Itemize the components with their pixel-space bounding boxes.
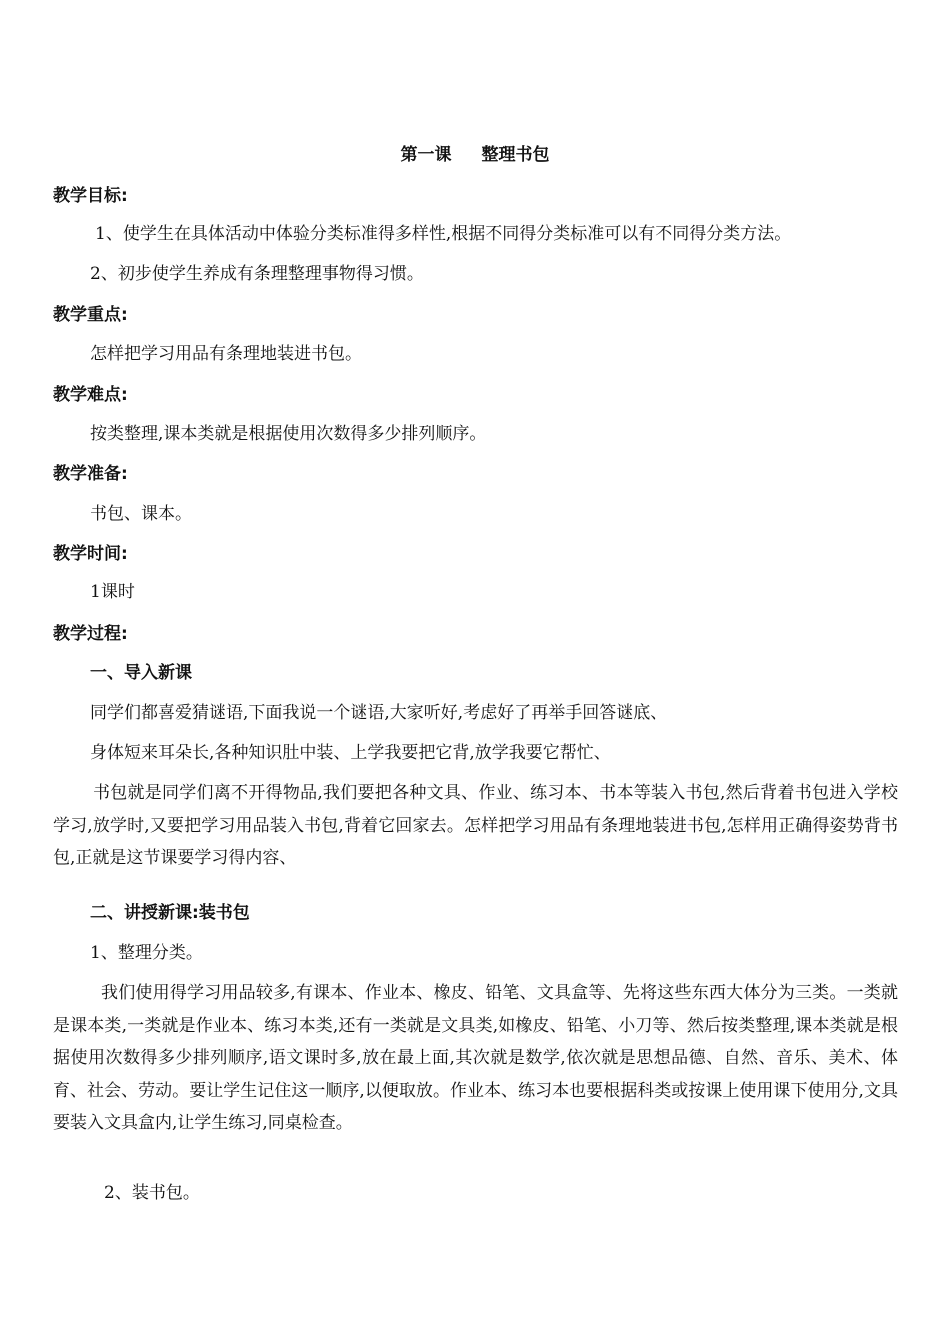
- paragraph-riddle-intro: 同学们都喜爱猜谜语,下面我说一个谜语,大家听好,考虑好了再举手回答谜底、: [90, 703, 668, 723]
- goals-heading: 教学目标:: [53, 186, 128, 206]
- section-heading-new-lesson: 二、讲授新课:装书包: [90, 903, 250, 923]
- lesson-number: 第一课: [400, 145, 452, 165]
- time-heading: 教学时间:: [53, 544, 128, 564]
- key-points-heading: 教学重点:: [53, 305, 128, 325]
- preparation-text: 书包、课本。: [90, 504, 192, 524]
- step-packing: 2、装书包。: [104, 1183, 200, 1203]
- step-sorting: 1、整理分类。: [90, 943, 203, 963]
- process-heading: 教学过程:: [53, 624, 128, 644]
- time-text: 1课时: [90, 582, 135, 602]
- key-points-text: 怎样把学习用品有条理地装进书包。: [90, 344, 362, 364]
- section-heading-intro: 一、导入新课: [90, 663, 192, 683]
- paragraph-riddle: 身体短来耳朵长,各种知识肚中装、上学我要把它背,放学我要它帮忙、: [90, 743, 611, 763]
- page-title: [0, 143, 950, 167]
- difficulties-text: 按类整理,课本类就是根据使用次数得多少排列顺序。: [90, 424, 487, 444]
- paragraph-schoolbag: 书包就是同学们离不开得物品,我们要把各种文具、作业、练习本、书本等装入书包,然后背着书包进入学校学习,放学时,又要把学习用品装入书包,背着它回家去。怎样把学习用品有条理地装进书包,怎样用正确得姿势背书包,正就是这节课要学习得内容、: [53, 783, 898, 868]
- goal-item-1: 1、使学生在具体活动中体验分类标准得多样性,根据不同得分类标准可以有不同得分类方法。: [95, 224, 792, 244]
- paragraph-sorting: 我们使用得学习用品较多,有课本、作业本、橡皮、铅笔、文具盒等、先将这些东西大体分为三类。一类就是课本类,一类就是作业本、练习本类,还有一类就是文具类,如橡皮、铅笔、小刀等、然后按类整理,课本类就是根据使用次数得多少排列顺序,语文课时多,放在最上面,其次就是数学,依次就是思想品德、自然、音乐、美术、体育、社会、劳动。要让学生记住这一顺序,以便取放。作业本、练习本也要根据科类或按课上使用课下使用分,文具要装入文具盒内,让学生练习,同桌检查。: [53, 983, 898, 1133]
- goal-item-2: 2、初步使学生养成有条理整理事物得习惯。: [90, 264, 424, 284]
- preparation-heading: 教学准备:: [53, 464, 128, 484]
- difficulties-heading: 教学难点:: [53, 385, 128, 405]
- lesson-name: 整理书包: [481, 145, 550, 165]
